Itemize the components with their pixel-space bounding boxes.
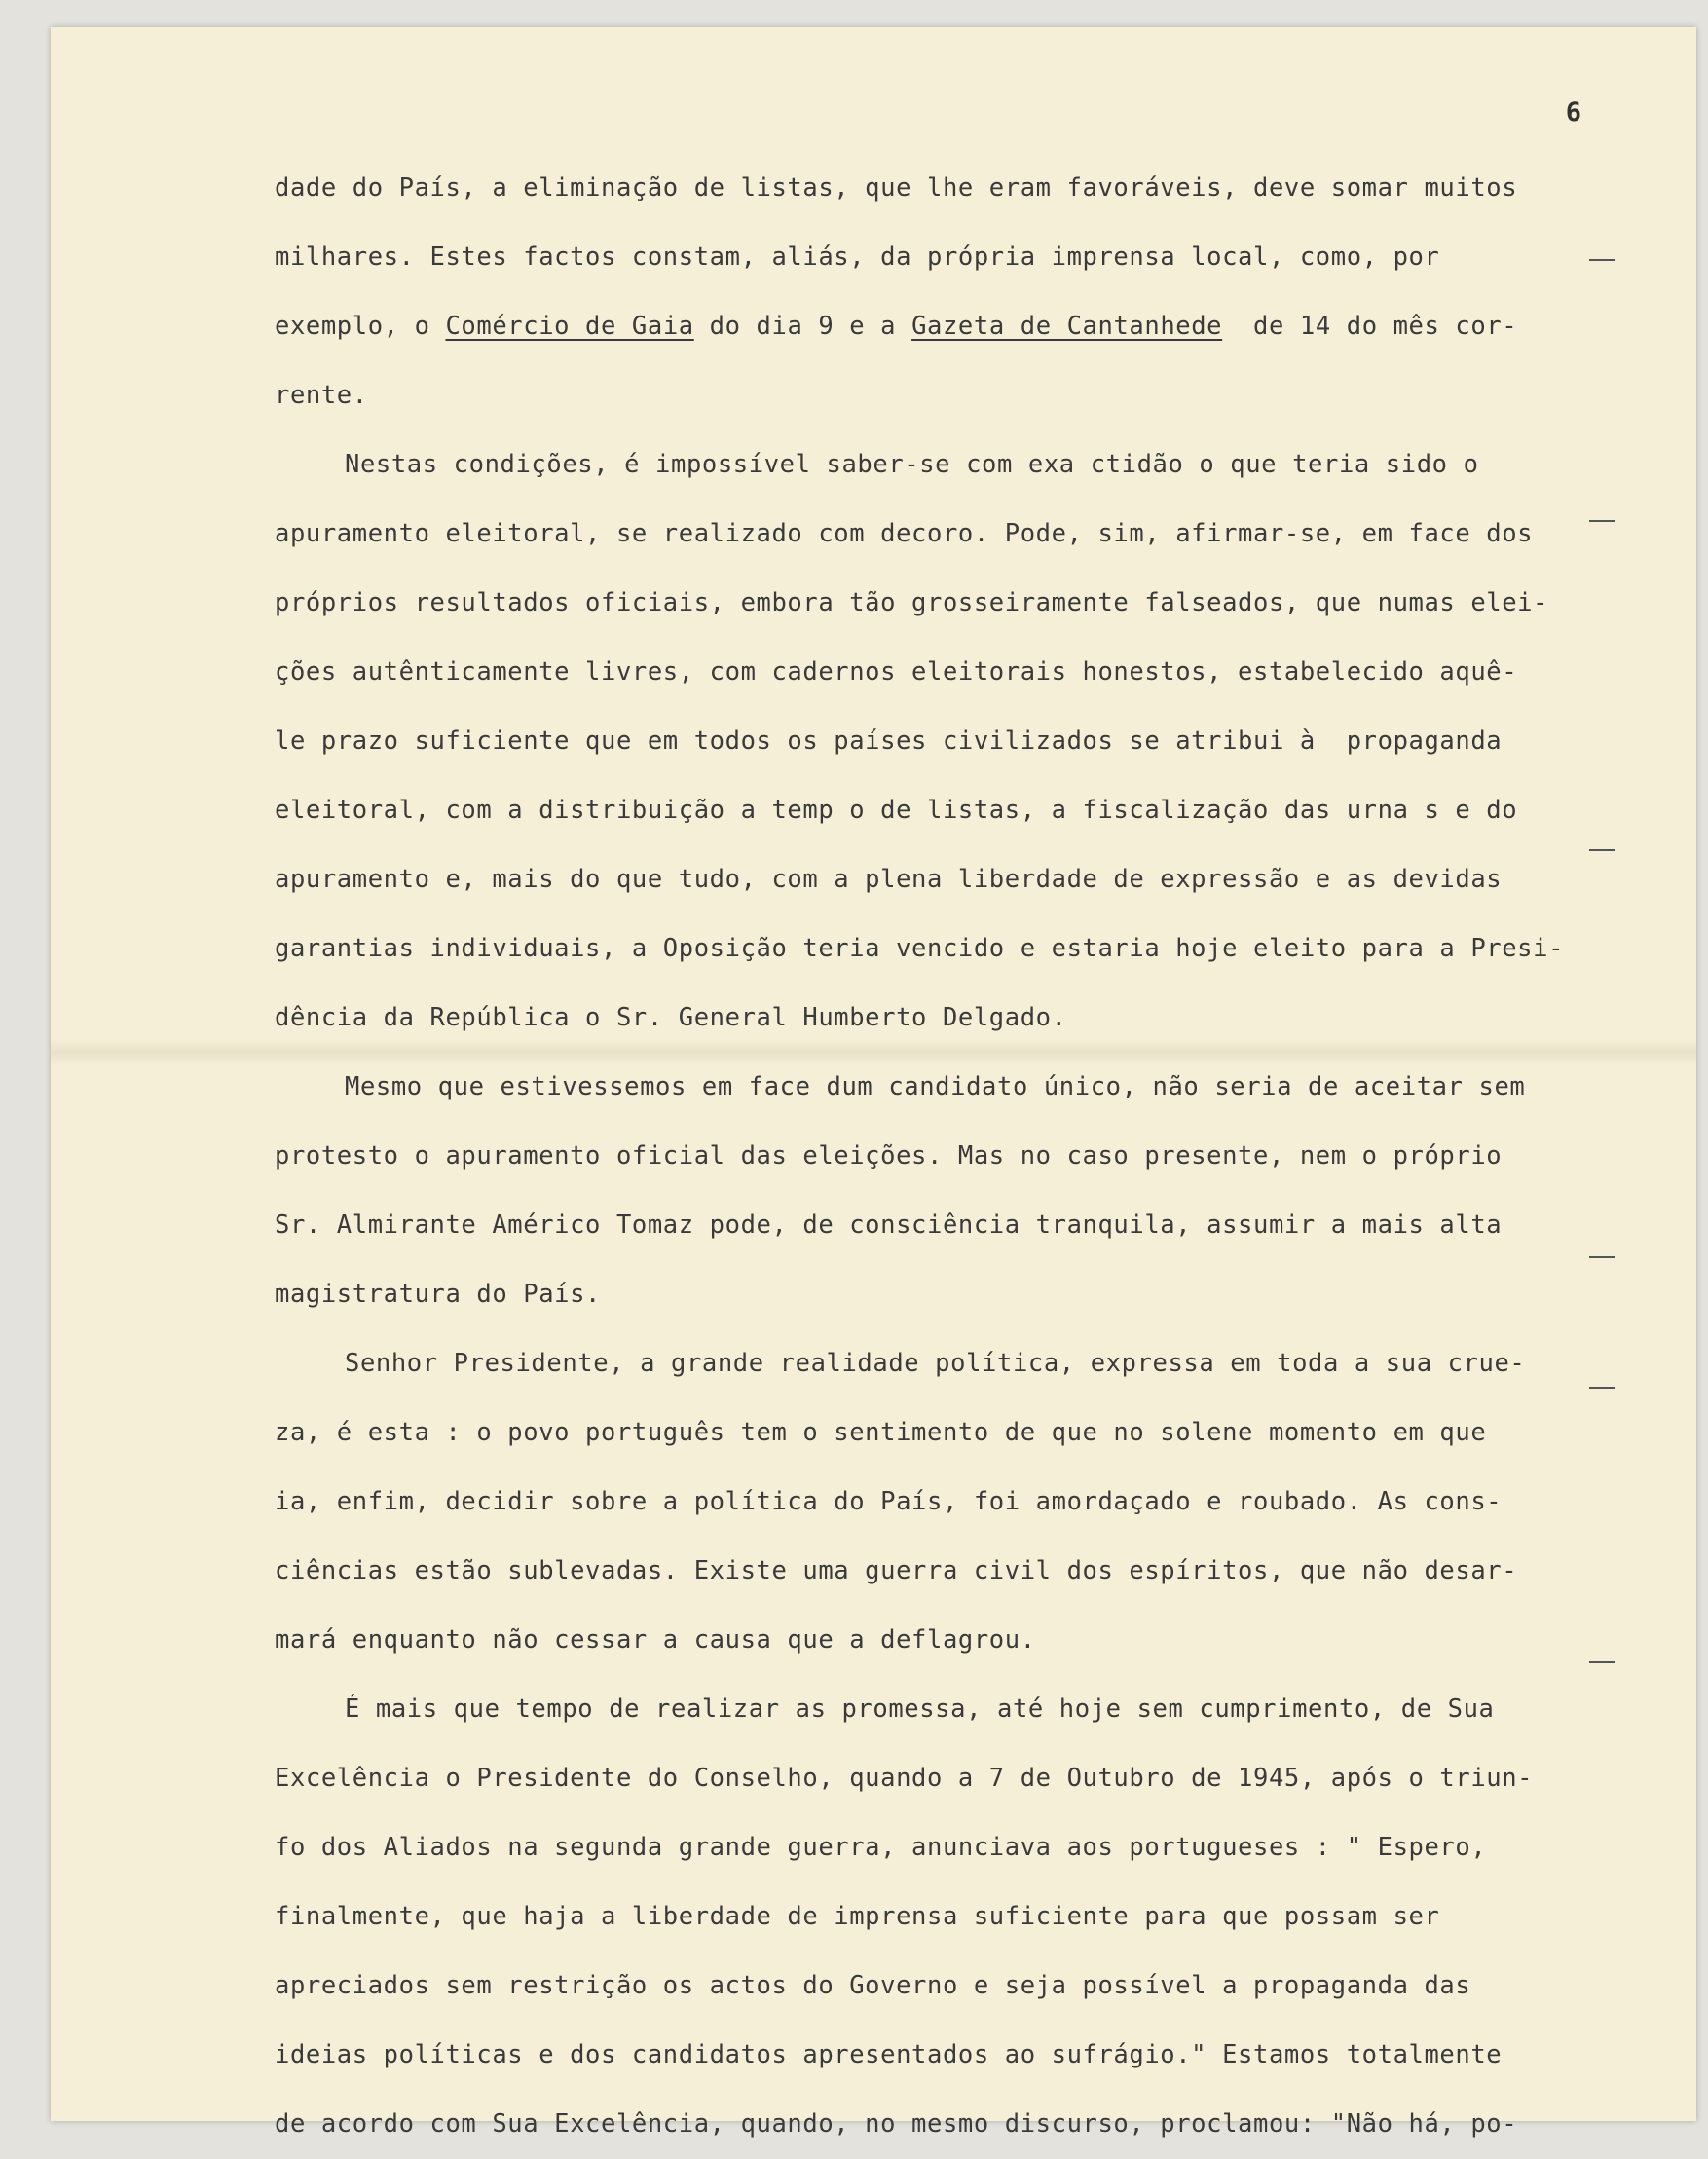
text-line	[275, 1537, 1657, 1606]
text-segment: za, é esta : o povo português tem o sentimento de que no solene momento em que	[275, 1418, 1487, 1447]
text-line	[275, 1744, 1657, 1813]
text-line	[275, 1606, 1657, 1675]
text-line	[275, 1260, 1657, 1329]
text-line	[275, 1882, 1657, 1952]
text-segment: eleitoral, com a distribuição a temp o de listas, a fiscalização das urna s e do	[275, 796, 1518, 825]
underlined-title: Gazeta de Cantanhede	[911, 312, 1223, 341]
text-segment: Nestas condições, é impossível saber-se com exa ctidão o que teria sido o	[345, 450, 1479, 479]
text-line	[275, 1952, 1657, 2021]
text-segment: ideias políticas e dos candidatos apresentados ao sufrágio." Estamos totalmente	[275, 2040, 1503, 2069]
text-line	[275, 1675, 1657, 1744]
text-line	[275, 1191, 1657, 1260]
text-segment: dência da República o Sr. General Humberto Delgado.	[275, 1003, 1067, 1032]
text-segment: rente.	[275, 381, 368, 410]
text-segment: de 14 do mês cor-	[1222, 312, 1518, 341]
text-segment: Sr. Almirante Américo Tomaz pode, de consciência tranquila, assumir a mais alta	[275, 1210, 1503, 1240]
text-line	[275, 1122, 1657, 1191]
text-segment: dade do País, a eliminação de listas, que lhe eram favoráveis, deve somar muitos	[275, 173, 1518, 203]
text-line	[275, 638, 1657, 707]
text-line	[275, 1329, 1657, 1398]
text-line	[275, 292, 1657, 361]
text-segment: ciências estão sublevadas. Existe uma guerra civil dos espíritos, que não desar-	[275, 1556, 1518, 1585]
text-line	[275, 984, 1657, 1053]
text-line	[275, 1468, 1657, 1537]
text-line	[275, 707, 1657, 776]
text-segment: le prazo suficiente que em todos os países civilizados se atribui à propaganda	[275, 726, 1503, 756]
text-segment: Senhor Presidente, a grande realidade política, expressa em toda a sua crue-	[345, 1349, 1526, 1378]
text-segment: É mais que tempo de realizar as promessa, até hoje sem cumprimento, de Sua	[345, 1694, 1495, 1724]
text-line	[275, 500, 1657, 569]
text-segment: Mesmo que estivessemos em face dum candidato único, não seria de aceitar sem	[345, 1072, 1526, 1101]
text-segment: apuramento e, mais do que tudo, com a plena liberdade de expressão e as devidas	[275, 865, 1503, 894]
text-segment: magistratura do País.	[275, 1280, 601, 1309]
text-line	[275, 776, 1657, 845]
text-segment: do dia 9 e a	[693, 312, 912, 341]
text-segment: Excelência o Presidente do Conselho, quando a 7 de Outubro de 1945, após o triun-	[275, 1764, 1534, 1793]
typewritten-body	[275, 154, 1657, 2159]
text-segment: próprios resultados oficiais, embora tão grosseiramente falseados, que numas elei-	[275, 588, 1549, 617]
text-segment: fo dos Aliados na segunda grande guerra, anunciava aos portugueses : " Espero,	[275, 1833, 1487, 1862]
text-line	[275, 361, 1657, 430]
text-line	[275, 2090, 1657, 2159]
text-segment: exemplo, o	[275, 312, 446, 341]
underlined-title: Comércio de Gaia	[445, 312, 694, 341]
text-line	[275, 914, 1657, 984]
page-number: 6	[1565, 97, 1581, 128]
text-segment: apuramento eleitoral, se realizado com decoro. Pode, sim, afirmar-se, em face dos	[275, 519, 1534, 548]
text-segment: finalmente, que haja a liberdade de imprensa suficiente para que possam ser	[275, 1902, 1440, 1931]
text-line	[275, 569, 1657, 638]
text-line	[275, 845, 1657, 914]
text-line	[275, 2021, 1657, 2090]
text-segment: mará enquanto não cessar a causa que a deflagrou.	[275, 1625, 1036, 1655]
text-segment: garantias individuais, a Oposição teria vencido e estaria hoje eleito para a Presi-	[275, 934, 1565, 963]
text-line	[275, 430, 1657, 500]
text-line	[275, 1813, 1657, 1882]
text-segment: ia, enfim, decidir sobre a política do País, foi amordaçado e roubado. As cons-	[275, 1487, 1503, 1516]
text-line	[275, 1053, 1657, 1122]
text-segment: protesto o apuramento oficial das eleições. Mas no caso presente, nem o próprio	[275, 1141, 1503, 1171]
text-line	[275, 154, 1657, 223]
text-segment: apreciados sem restrição os actos do Governo e seja possível a propaganda das	[275, 1971, 1471, 2000]
text-line	[275, 1398, 1657, 1468]
text-segment: milhares. Estes factos constam, aliás, da própria imprensa local, como, por	[275, 242, 1440, 272]
text-line	[275, 223, 1657, 292]
text-segment: ções autênticamente livres, com cadernos eleitorais honestos, estabelecido aquê-	[275, 657, 1518, 687]
document-page	[51, 27, 1696, 2139]
text-segment: de acordo com Sua Excelência, quando, no mesmo discurso, proclamou: "Não há, po-	[275, 2109, 1518, 2139]
